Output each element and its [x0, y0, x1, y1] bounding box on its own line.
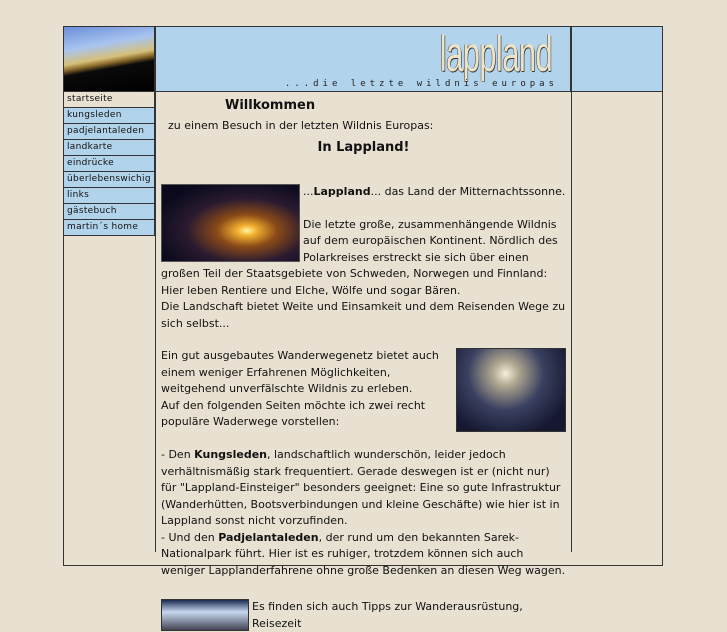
nav-ueberlebenswichtig[interactable]: überlebenswichig	[63, 172, 155, 188]
midnight-sun-image	[161, 184, 300, 262]
column-divider	[571, 92, 572, 552]
mosquito-image	[456, 348, 566, 432]
site-logo: lappland	[439, 26, 552, 82]
trails-paragraph: Ein gut ausgebautes Wanderwegenetz bietet auch einem weniger Erfahrenen Möglichkeiten, weitgehend unverfälschte Wildnis zu erleben.	[161, 349, 439, 395]
nav-gaestebuch[interactable]: gästebuch	[63, 204, 155, 220]
nav-kungsleden[interactable]: kungsleden	[63, 108, 155, 124]
header-banner	[155, 26, 571, 92]
intro-paragraph: ...Lappland... das Land der Mitternachtssonne.	[303, 184, 566, 198]
wilderness-paragraph: Die letzte große, zusammenhängende Wildnis auf dem europäischen Kontinent. Nördlich des Polarkreises erstreckt sie sich über einen großen Teil der Staatsgebiete von Schweden, Norwegen und Finnland: Hier leben Rentiere und Elche, Wölfe und sogar Bären.	[161, 217, 558, 297]
padjelantaleden-paragraph: - Und den Padjelantaleden, der rund um den bekannten Sarek-Nationalpark führt. Hier ist es ruhiger, trotzdem können sich auch weniger Lapplanderfahrene ohne große Bedenken an diesen Weg wagen.	[161, 530, 566, 577]
nav-landkarte[interactable]: landkarte	[63, 140, 155, 156]
landscape-paragraph: Die Landschaft bietet Weite und Einsamkeit und dem Reisenden Wege zu sich selbst...	[161, 300, 566, 330]
nav-links[interactable]: links	[63, 188, 155, 204]
tips-paragraph: Es finden sich auch Tipps zur Wanderausrüstung, Reisezeit	[252, 600, 523, 630]
nav-startseite[interactable]: startseite	[63, 92, 155, 108]
heading: In Lappland!	[317, 139, 410, 155]
tagline: ...die letzte wildnis europas	[284, 79, 558, 89]
trails-intro: Auf den folgenden Seiten möchte ich zwei recht populäre Waderwege vorstellen:	[161, 398, 426, 428]
main-content	[161, 96, 566, 632]
header-mountain-image	[63, 26, 155, 92]
sidebar-nav	[63, 92, 155, 236]
subtitle: zu einem Besuch in der letzten Wildnis Europas:	[168, 119, 434, 132]
landscape-thumbnail	[161, 599, 249, 631]
page-title: Willkommen	[225, 98, 316, 113]
column-divider	[155, 92, 156, 552]
nav-eindruecke[interactable]: eindrücke	[63, 156, 155, 172]
header-right-cell	[571, 26, 663, 92]
nav-padjelantaleden[interactable]: padjelantaleden	[63, 124, 155, 140]
nav-martins-home[interactable]: martin´s home	[63, 220, 155, 236]
kungsleden-paragraph: - Den Kungsleden, landschaftlich wunderschön, leider jedoch verhältnismäßig stark frequentiert. Gerade deswegen ist er (nicht nur) für "Lappland-Einsteiger" besonders geeignet: Eine so gute Infrastruktur (Wanderhütten, Bootsverbindungen und kleine Geschäfte) wie hier ist in Lappland sonst nicht vorzufinden.	[161, 448, 561, 527]
